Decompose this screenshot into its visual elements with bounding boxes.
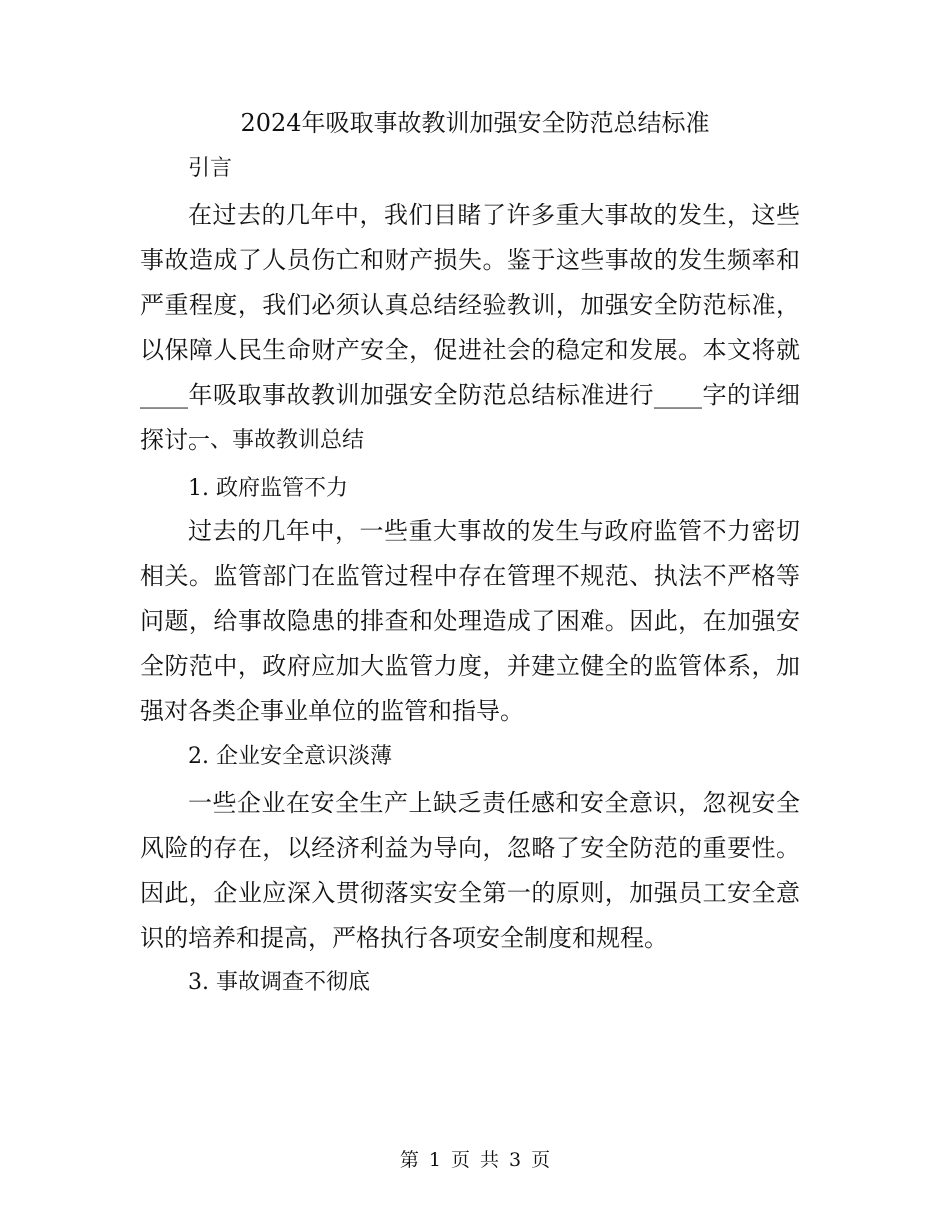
item-heading: 3. 事故调查不彻底 (188, 970, 370, 995)
item-heading: 1. 政府监管不力 (188, 476, 348, 501)
section-heading: 一、事故教训总结 (188, 428, 365, 453)
item-paragraph: 一些企业在安全生产上缺乏责任感和安全意识，忽视安全风险的存在，以经济利益为导向，忽略了安全防范的重要性。因此，企业应深入贯彻落实安全第一的原则，加强员工安全意识的培养和提高，严格执行各项安全制度和规程。 (140, 789, 800, 952)
page-indicator: 第 1 页 共 3 页 (399, 1149, 551, 1171)
intro-heading: 引言 (188, 156, 233, 181)
item-paragraph: 过去的几年中，一些重大事故的发生与政府监管不力密切相关。监管部门在监管过程中存在管理不规范、执法不严格等问题，给事故隐患的排查和处理造成了困难。因此，在加强安全防范中，政府应加大监管力度，并建立健全的监管体系，加强对各类企事业单位的监管和指导。 (140, 517, 800, 725)
intro-paragraph: 在过去的几年中，我们目睹了许多重大事故的发生，这些事故造成了人员伤亡和财产损失。鉴于这些事故的发生频率和严重程度，我们必须认真总结经验教训，加强安全防范标准，以保障人民生命财产安全，促进社会的稳定和发展。本文将就____年吸取事故教训加强安全防范总结标准进行____字的详细探讨。 (140, 201, 800, 454)
item-heading: 2. 企业安全意识淡薄 (188, 744, 392, 769)
document-title: 2024年吸取事故教训加强安全防范总结标准 (240, 109, 710, 137)
